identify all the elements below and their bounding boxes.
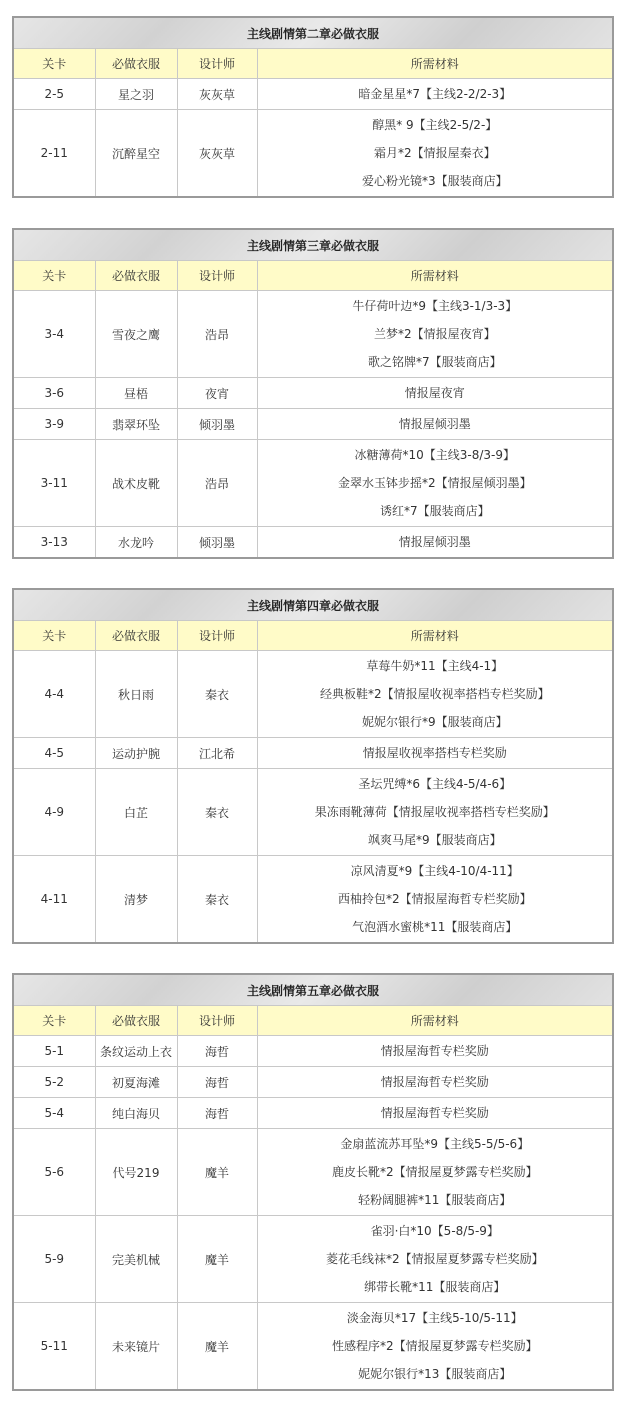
material-line: 暗金星星*7【主线2-2/2-3】 — [358, 87, 512, 101]
materials-cell — [257, 440, 613, 527]
materials-cell — [257, 1036, 613, 1067]
materials-cell — [257, 291, 613, 378]
designer-cell: 灰灰草 — [177, 110, 257, 198]
header-outfit: 必做衣服 — [95, 261, 177, 291]
materials-table — [12, 973, 614, 1391]
chapter-section — [12, 16, 612, 198]
header-designer: 设计师 — [177, 49, 257, 79]
stage-cell: 5-1 — [13, 1036, 95, 1067]
designer-cell: 灰灰草 — [177, 79, 257, 110]
material-line: 情报屋夜宵 — [404, 386, 465, 400]
header-stage: 关卡 — [13, 261, 95, 291]
table-row — [13, 291, 613, 378]
designer-cell: 秦衣 — [177, 856, 257, 944]
designer-cell: 浩昂 — [177, 440, 257, 527]
header-row — [13, 621, 613, 651]
material-line: 兰梦*2【情报屋夜宵】 — [373, 327, 496, 341]
stage-cell: 5-2 — [13, 1067, 95, 1098]
material-line: 金扇蓝流苏耳坠*9【主线5-5/5-6】 — [340, 1137, 530, 1151]
designer-cell: 倾羽墨 — [177, 409, 257, 440]
material-line: 歌之铭牌*7【服装商店】 — [367, 355, 502, 369]
outfit-cell: 未来镜片 — [95, 1303, 177, 1391]
material-line: 情报屋倾羽墨 — [398, 535, 471, 549]
stage-cell: 4-5 — [13, 738, 95, 769]
designer-cell: 秦衣 — [177, 651, 257, 738]
stage-cell: 5-4 — [13, 1098, 95, 1129]
material-line: 菱花毛线袜*2【情报屋夏梦露专栏奖励】 — [325, 1252, 544, 1266]
header-designer: 设计师 — [177, 1006, 257, 1036]
material-line: 鹿皮长靴*2【情报屋夏梦露专栏奖励】 — [331, 1165, 538, 1179]
header-stage: 关卡 — [13, 49, 95, 79]
stage-cell: 2-11 — [13, 110, 95, 198]
material-line: 经典板鞋*2【情报屋收视率搭档专栏奖励】 — [319, 687, 550, 701]
materials-cell — [257, 856, 613, 944]
outfit-cell: 完美机械 — [95, 1216, 177, 1303]
outfit-cell: 翡翠环坠 — [95, 409, 177, 440]
materials-cell — [257, 1067, 613, 1098]
material-line: 情报屋收视率搭档专栏奖励 — [362, 746, 507, 760]
stage-cell: 5-11 — [13, 1303, 95, 1391]
outfit-cell: 条纹运动上衣 — [95, 1036, 177, 1067]
designer-cell: 海哲 — [177, 1067, 257, 1098]
material-line: 情报屋海哲专栏奖励 — [380, 1075, 489, 1089]
table-row — [13, 79, 613, 110]
outfit-cell: 运动护腕 — [95, 738, 177, 769]
outfit-cell: 秋日雨 — [95, 651, 177, 738]
designer-cell: 海哲 — [177, 1098, 257, 1129]
stage-cell: 3-6 — [13, 378, 95, 409]
header-row — [13, 261, 613, 291]
materials-cell — [257, 651, 613, 738]
table-row — [13, 378, 613, 409]
outfit-cell: 战术皮靴 — [95, 440, 177, 527]
designer-cell: 倾羽墨 — [177, 527, 257, 559]
table-title-row — [13, 974, 613, 1006]
materials-cell — [257, 769, 613, 856]
material-line: 气泡酒水蜜桃*11【服装商店】 — [352, 920, 518, 934]
designer-cell: 江北希 — [177, 738, 257, 769]
materials-cell — [257, 1216, 613, 1303]
table-row — [13, 651, 613, 738]
table-row — [13, 769, 613, 856]
table-row — [13, 1036, 613, 1067]
designer-cell: 夜宵 — [177, 378, 257, 409]
material-line: 飒爽马尾*9【服装商店】 — [367, 833, 502, 847]
material-line: 轻粉阔腿裤*11【服装商店】 — [358, 1193, 512, 1207]
material-line: 情报屋海哲专栏奖励 — [380, 1044, 489, 1058]
designer-cell: 魔羊 — [177, 1216, 257, 1303]
material-line: 果冻雨靴薄荷【情报屋收视率搭档专栏奖励】 — [314, 805, 555, 819]
table-title: 主线剧情第二章必做衣服 — [13, 17, 613, 49]
table-row — [13, 440, 613, 527]
table-row — [13, 1067, 613, 1098]
materials-cell — [257, 409, 613, 440]
material-line: 雀羽·白*10【5-8/5-9】 — [370, 1224, 499, 1238]
header-materials: 所需材料 — [257, 621, 613, 651]
designer-cell: 浩昂 — [177, 291, 257, 378]
materials-cell — [257, 738, 613, 769]
header-outfit: 必做衣服 — [95, 1006, 177, 1036]
outfit-cell: 白芷 — [95, 769, 177, 856]
materials-table — [12, 588, 614, 944]
material-line: 情报屋海哲专栏奖励 — [380, 1106, 489, 1120]
table-title-row — [13, 17, 613, 49]
chapter-section — [12, 973, 612, 1391]
material-line: 圣坛咒缚*6【主线4-5/4-6】 — [358, 777, 512, 791]
material-line: 淡金海贝*17【主线5-10/5-11】 — [346, 1311, 523, 1325]
stage-cell: 3-9 — [13, 409, 95, 440]
table-title: 主线剧情第四章必做衣服 — [13, 589, 613, 621]
header-materials: 所需材料 — [257, 49, 613, 79]
materials-cell — [257, 527, 613, 559]
table-title-row — [13, 229, 613, 261]
table-title-row — [13, 589, 613, 621]
chapter-section — [12, 588, 612, 944]
header-stage: 关卡 — [13, 621, 95, 651]
header-row — [13, 49, 613, 79]
material-line: 绑带长靴*11【服装商店】 — [364, 1280, 506, 1294]
materials-cell — [257, 1098, 613, 1129]
material-line: 冰糖薄荷*10【主线3-8/3-9】 — [354, 448, 516, 462]
materials-cell — [257, 378, 613, 409]
material-line: 情报屋倾羽墨 — [398, 417, 471, 431]
material-line: 牛仔荷叶边*9【主线3-1/3-3】 — [352, 299, 518, 313]
designer-cell: 秦衣 — [177, 769, 257, 856]
header-designer: 设计师 — [177, 621, 257, 651]
designer-cell: 魔羊 — [177, 1303, 257, 1391]
material-line: 金翠水玉钵步摇*2【情报屋倾羽墨】 — [337, 476, 532, 490]
table-row — [13, 856, 613, 944]
header-outfit: 必做衣服 — [95, 49, 177, 79]
materials-cell — [257, 79, 613, 110]
materials-table — [12, 16, 614, 198]
materials-cell — [257, 1129, 613, 1216]
table-row — [13, 1303, 613, 1391]
table-title: 主线剧情第五章必做衣服 — [13, 974, 613, 1006]
header-materials: 所需材料 — [257, 261, 613, 291]
table-row — [13, 110, 613, 198]
header-stage: 关卡 — [13, 1006, 95, 1036]
outfit-cell: 星之羽 — [95, 79, 177, 110]
table-row — [13, 1216, 613, 1303]
stage-cell: 2-5 — [13, 79, 95, 110]
header-outfit: 必做衣服 — [95, 621, 177, 651]
header-row — [13, 1006, 613, 1036]
outfit-cell: 纯白海贝 — [95, 1098, 177, 1129]
material-line: 妮妮尔银行*13【服装商店】 — [358, 1367, 512, 1381]
table-row — [13, 409, 613, 440]
header-materials: 所需材料 — [257, 1006, 613, 1036]
stage-cell: 3-4 — [13, 291, 95, 378]
stage-cell: 3-11 — [13, 440, 95, 527]
material-line: 妮妮尔银行*9【服装商店】 — [361, 715, 508, 729]
material-line: 性感程序*2【情报屋夏梦露专栏奖励】 — [331, 1339, 538, 1353]
table-row — [13, 738, 613, 769]
stage-cell: 5-9 — [13, 1216, 95, 1303]
outfit-cell: 水龙吟 — [95, 527, 177, 559]
materials-cell — [257, 1303, 613, 1391]
material-line: 爱心粉光镜*3【服装商店】 — [361, 174, 508, 188]
outfit-cell: 昼梧 — [95, 378, 177, 409]
material-line: 诱红*7【服装商店】 — [379, 504, 490, 518]
table-row — [13, 1098, 613, 1129]
designer-cell: 海哲 — [177, 1036, 257, 1067]
stage-cell: 3-13 — [13, 527, 95, 559]
outfit-cell: 代号219 — [95, 1129, 177, 1216]
stage-cell: 4-4 — [13, 651, 95, 738]
material-line: 西柚拎包*2【情报屋海哲专栏奖励】 — [337, 892, 532, 906]
outfit-cell: 初夏海滩 — [95, 1067, 177, 1098]
stage-cell: 5-6 — [13, 1129, 95, 1216]
outfit-cell: 清梦 — [95, 856, 177, 944]
material-line: 凉风清夏*9【主线4-10/4-11】 — [350, 864, 519, 878]
material-line: 草莓牛奶*11【主线4-1】 — [366, 659, 504, 673]
material-line: 醇黑* 9【主线2-5/2-】 — [372, 118, 498, 132]
outfit-cell: 雪夜之鹰 — [95, 291, 177, 378]
stage-cell: 4-11 — [13, 856, 95, 944]
table-row — [13, 527, 613, 559]
materials-cell — [257, 110, 613, 198]
materials-table — [12, 228, 614, 559]
stage-cell: 4-9 — [13, 769, 95, 856]
designer-cell: 魔羊 — [177, 1129, 257, 1216]
chapter-section — [12, 228, 612, 559]
header-designer: 设计师 — [177, 261, 257, 291]
outfit-cell: 沉醉星空 — [95, 110, 177, 198]
table-title: 主线剧情第三章必做衣服 — [13, 229, 613, 261]
table-row — [13, 1129, 613, 1216]
material-line: 霜月*2【情报屋秦衣】 — [373, 146, 496, 160]
